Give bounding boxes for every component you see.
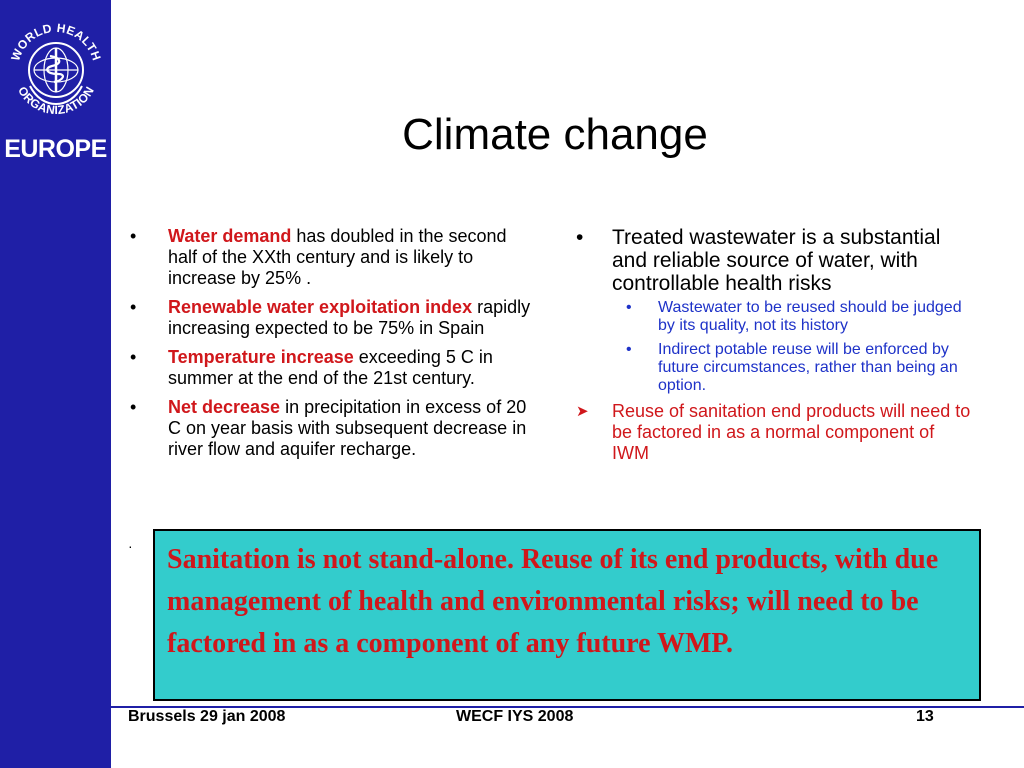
bullet-text: has doubled in the second half of the XXth century and is likely to increase by 25% . [168, 226, 507, 288]
list-item [130, 347, 540, 389]
main-bullet [576, 226, 976, 295]
stray-bullet-mark: · [128, 538, 133, 554]
who-emblem-icon [0, 8, 111, 138]
bullet-icon: • [626, 341, 632, 358]
sub-list-item [576, 299, 976, 335]
sidebar [0, 0, 111, 768]
slide-title: Climate change [402, 110, 708, 159]
main-bullet-text: Treated wastewater is a substantial and reliable source of water, with controllable health risks [612, 226, 941, 295]
footer-location-date: Brussels 29 jan 2008 [128, 708, 286, 725]
sub-bullet-text: Wastewater to be reused should be judged by its quality, not its history [658, 299, 962, 334]
who-logo [0, 8, 111, 138]
arrow-bullet [576, 401, 976, 464]
svg-text:ORGANIZATION: ORGANIZATION [15, 84, 97, 118]
bullet-icon: • [576, 226, 584, 249]
arrow-bullet-text: Reuse of sanitation end products will need to be factored in as a normal component of IWM [612, 401, 971, 463]
bullet-icon: • [130, 347, 137, 367]
bullet-icon: • [130, 226, 137, 246]
sub-bullet-text: Indirect potable reuse will be enforced by future circumstances, rather than being an option. [658, 341, 958, 394]
bullet-icon: • [130, 297, 137, 317]
bullet-highlight: Renewable water exploitation index [168, 297, 473, 317]
bullet-highlight: Net decrease [168, 397, 281, 417]
bullet-text: rapidly increasing expected to be 75% in Spain [168, 297, 531, 338]
footer-event: WECF IYS 2008 [456, 708, 574, 725]
right-column [576, 226, 976, 464]
left-bullet-list [130, 226, 540, 468]
list-item [130, 226, 540, 289]
bullet-highlight: Temperature increase [168, 347, 354, 367]
svg-text:WORLD HEALTH: WORLD HEALTH [8, 20, 104, 63]
bullet-icon: • [130, 397, 137, 417]
bullet-text: exceeding 5 C in summer at the end of the 21st century. [168, 347, 493, 388]
page-number: 13 [916, 708, 934, 725]
callout-box: Sanitation is not stand-alone. Reuse of its end products, with due management of health and environmental risks; will need to be factored in as a component of any future WMP. [153, 529, 981, 701]
bullet-text: in precipitation in excess of 20 C on year basis with subsequent decrease in river flow and aquifer recharge. [168, 397, 527, 459]
sub-bullet-list [576, 299, 976, 395]
bullet-highlight: Water demand [168, 226, 292, 246]
list-item [130, 397, 540, 460]
region-label: EUROPE [4, 135, 107, 163]
list-item [130, 297, 540, 339]
bullet-icon: • [626, 299, 632, 316]
arrow-bullet-icon: ➤ [576, 403, 589, 420]
sub-list-item [576, 341, 976, 395]
